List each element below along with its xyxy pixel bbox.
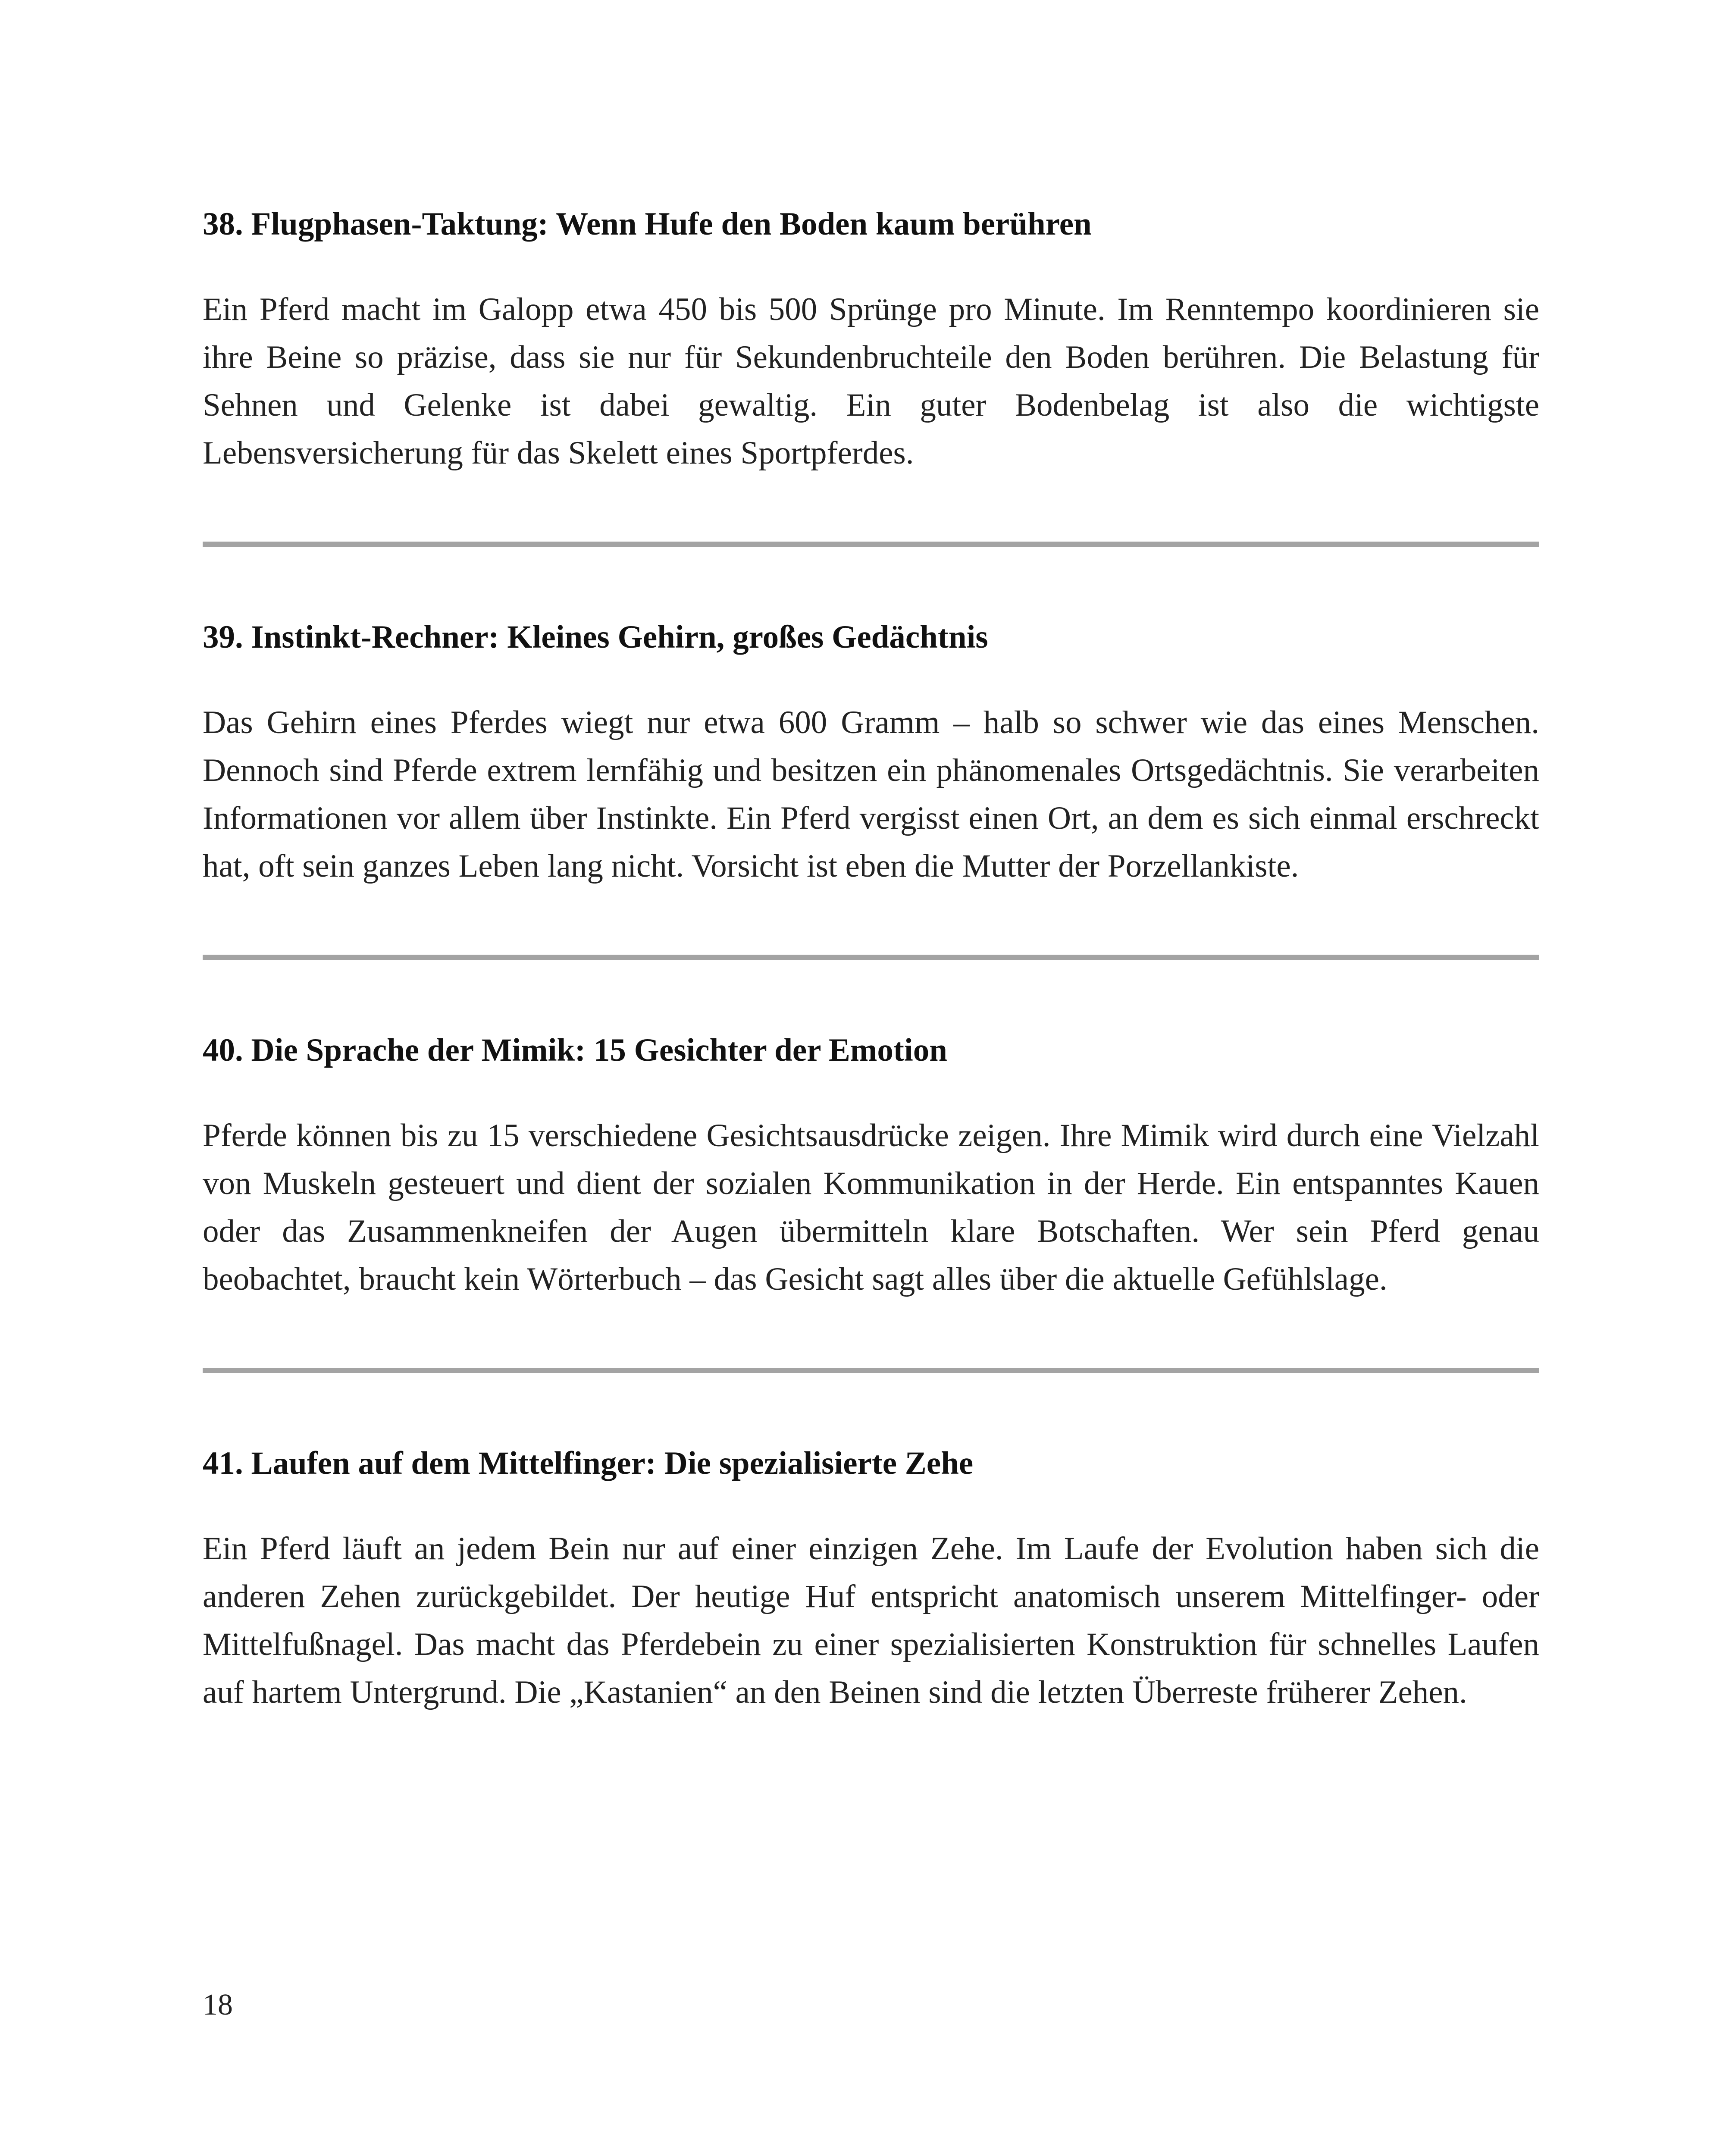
section-heading: 39. Instinkt-Rechner: Kleines Gehirn, großes Gedächtnis (203, 619, 988, 655)
section-body: Pferde können bis zu 15 verschiedene Gesichtsausdrücke zeigen. Ihre Mimik wird durch eine Vielzahl von Muskeln gesteuert und dient der sozialen Kommunikation in der Herde. Ein entspanntes Kauen oder das Zusammenkneifen der Augen übermitteln klare Botschaften. Wer sein Pferd genau beobachtet, braucht kein Wörterbuch – das Gesicht sagt alles über die aktuelle Gefühlslage. (203, 1118, 1539, 1297)
section-39 (203, 616, 1539, 890)
section-38 (203, 203, 1539, 477)
section-body: Das Gehirn eines Pferdes wiegt nur etwa 600 Gramm – halb so schwer wie das eines Menschen. Dennoch sind Pferde extrem lernfähig und besitzen ein phänomenales Ortsgedächtnis. Sie verarbeiten Informationen vor allem über Instinkte. Ein Pferd vergisst einen Ort, an dem es sich einmal erschreckt hat, oft sein ganzes Leben lang nicht. Vorsicht ist eben die Mutter der Porzellankiste. (203, 705, 1539, 884)
document-page (203, 203, 1539, 1716)
section-divider (203, 955, 1539, 960)
section-heading: 38. Flugphasen-Taktung: Wenn Hufe den Boden kaum berühren (203, 206, 1092, 242)
page-number: 18 (203, 1988, 233, 2021)
section-divider (203, 1368, 1539, 1373)
section-40 (203, 1029, 1539, 1303)
section-41 (203, 1442, 1539, 1716)
section-heading: 40. Die Sprache der Mimik: 15 Gesichter der Emotion (203, 1032, 947, 1068)
section-heading: 41. Laufen auf dem Mittelfinger: Die spezialisierte Zehe (203, 1445, 974, 1481)
section-body: Ein Pferd läuft an jedem Bein nur auf einer einzigen Zehe. Im Laufe der Evolution haben sich die anderen Zehen zurückgebildet. Der heutige Huf entspricht anatomisch unserem Mittelfinger- oder Mittelfußnagel. Das macht das Pferdebein zu einer spezialisierten Konstruktion für schnelles Laufen auf hartem Untergrund. Die „Kastanien“ an den Beinen sind die letzten Überreste früherer Zehen. (203, 1531, 1539, 1710)
section-body: Ein Pferd macht im Galopp etwa 450 bis 500 Sprünge pro Minute. Im Renntempo koordinieren sie ihre Beine so präzise, dass sie nur für Sekundenbruchteile den Boden berühren. Die Belastung für Sehnen und Gelenke ist dabei gewaltig. Ein guter Bodenbelag ist also die wichtigste Lebensversicherung für das Skelett eines Sportpferdes. (203, 291, 1539, 471)
section-divider (203, 542, 1539, 547)
